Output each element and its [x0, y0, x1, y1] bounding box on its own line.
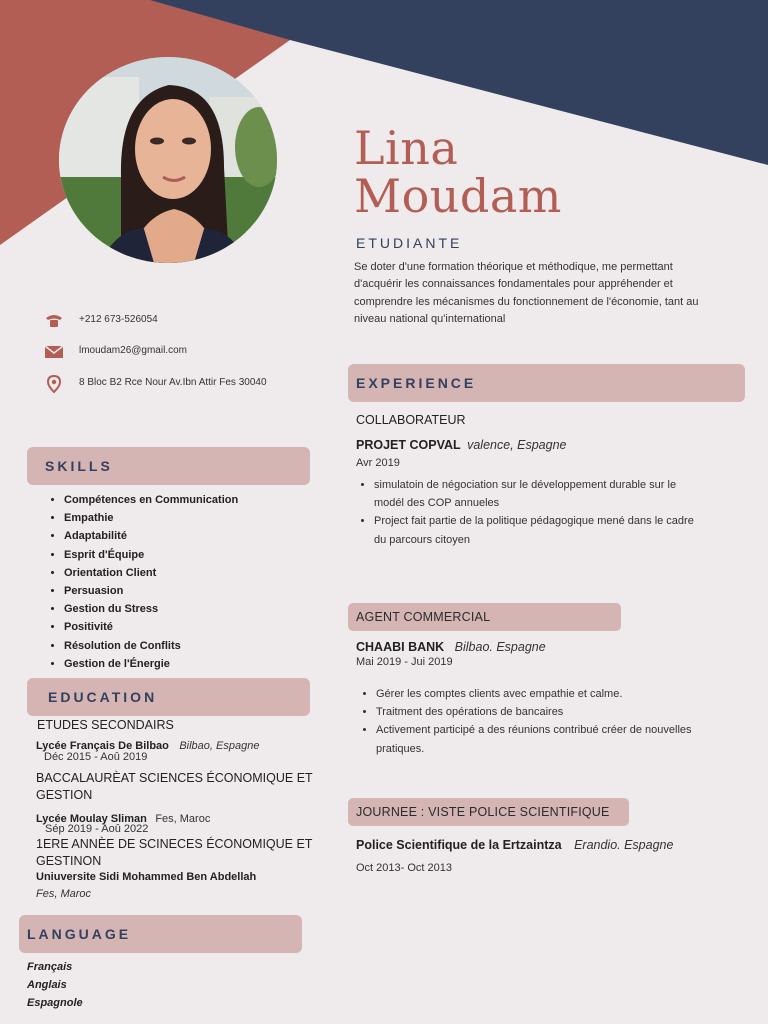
job-location: Erandio. Espagne — [574, 838, 674, 852]
list-item: • Traitment des opérations de bancaires — [376, 703, 721, 721]
profile-photo — [59, 57, 277, 263]
job-location: valence, Espagne — [467, 438, 567, 452]
job-company: CHAABI BANK — [356, 640, 445, 654]
education-school: Lycée Français De Bilbao — [36, 740, 169, 752]
postal-address: 8 Bloc B2 Rce Nour Av.Ibn Attir Fes 30040 — [79, 377, 267, 388]
list-item: • Project fait partie de la politique pédagogique mené dans le cadre du parcours citoyen — [374, 512, 704, 548]
phone-number: +212 673-526054 — [79, 314, 158, 325]
list-item: • Résolution de Conflits — [64, 637, 238, 655]
contact-address — [44, 375, 279, 393]
list-item: • Positivité — [64, 618, 238, 636]
education-degree: 1ERE ANNÈE DE SCINECES ÉCONOMIQUE ET GESTINON — [36, 837, 313, 868]
list-item: • Gérer les comptes clients avec empathie et calme. — [376, 685, 721, 703]
list-item: • simulatoin de négociation sur le développement durable sur le modél des COP annueles — [374, 476, 704, 512]
education-school: Uniuversite Sidi Mohammed Ben Abdellah — [36, 871, 257, 883]
list-item: • Activement participé a des réunions contribué créer de nouvelles pratiques. — [376, 721, 721, 757]
job-bullets — [358, 685, 721, 758]
mail-icon — [44, 343, 64, 361]
language-title: LANGUAGE — [27, 926, 132, 942]
language-header — [19, 915, 302, 953]
job-company-row — [356, 436, 567, 454]
education-dates: Déc 2015 - Aoû 2019 — [44, 751, 148, 763]
phone-icon — [44, 312, 64, 330]
list-item: • Compétences en Communication — [64, 491, 238, 509]
list-item: • Adaptabilité — [64, 527, 238, 545]
list-item: • Esprit d'Équipe — [64, 546, 238, 564]
list-item: • Gestion du Stress — [64, 600, 238, 618]
experience-title: EXPERIENCE — [356, 375, 477, 391]
list-item: • Gestion de l'Énergie — [64, 655, 238, 673]
list-item: • Orientation Client — [64, 564, 238, 582]
job-dates: Mai 2019 - Jui 2019 — [356, 656, 453, 668]
education-title: EDUCATION — [48, 689, 158, 705]
profile-summary: Se doter d'une formation théorique et méthodique, me permettant d'acquérir les connaissances fondamentales pour appréhender et comprendre les mécanismes du fonctionnement de l'économie, tant au niveau national qu'international — [354, 261, 699, 325]
skills-title: SKILLS — [45, 458, 113, 474]
education-header — [27, 678, 310, 716]
job-title: JOURNEE : VISTE POLICE SCIENTIFIQUE — [356, 805, 610, 819]
first-name: Lina — [354, 121, 459, 175]
job-company-row — [356, 638, 546, 656]
education-location: Fes, Maroc — [155, 813, 211, 825]
education-location: Bilbao, Espagne — [179, 740, 260, 752]
job-role: COLLABORATEUR — [356, 413, 466, 427]
job-role: ETUDIANTE — [356, 235, 463, 251]
language-item: Français — [27, 961, 73, 973]
list-item: • Persuasion — [64, 582, 238, 600]
contact-email — [44, 343, 279, 361]
job-dates: Avr 2019 — [356, 457, 400, 469]
education-degree: ETUDES SECONDAIRS — [37, 718, 174, 732]
experience-header — [348, 364, 745, 402]
education-school: Lycée Moulay Sliman — [36, 813, 147, 825]
education-degree: BACCALAURÈAT SCIENCES ÉCONOMIQUE ET GESTION — [36, 771, 313, 802]
job-company: Police Scientifique de la Ertzaintza — [356, 838, 562, 852]
job-title-pill — [348, 798, 629, 826]
job-dates: Oct 2013- Oct 2013 — [356, 862, 452, 874]
job-company-row — [356, 836, 673, 854]
candidate-name — [354, 121, 562, 223]
language-item: Espagnole — [27, 997, 83, 1009]
job-bullets — [356, 476, 704, 549]
skills-list — [46, 491, 238, 673]
list-item: • Empathie — [64, 509, 238, 527]
last-name: Moudam — [354, 169, 562, 223]
job-location: Bilbao. Espagne — [454, 640, 546, 654]
education-location: Fes, Maroc — [36, 888, 92, 900]
job-title-pill — [348, 603, 621, 631]
language-item: Anglais — [27, 979, 67, 991]
contact-phone — [44, 312, 279, 330]
email-address: lmoudam26@gmail.com — [79, 345, 187, 356]
location-pin-icon — [44, 375, 64, 393]
job-title: AGENT COMMERCIAL — [356, 610, 491, 624]
education-dates: Sép 2019 - Aoû 2022 — [45, 823, 149, 835]
skills-header — [27, 447, 310, 485]
job-company: PROJET COPVAL — [356, 438, 461, 452]
